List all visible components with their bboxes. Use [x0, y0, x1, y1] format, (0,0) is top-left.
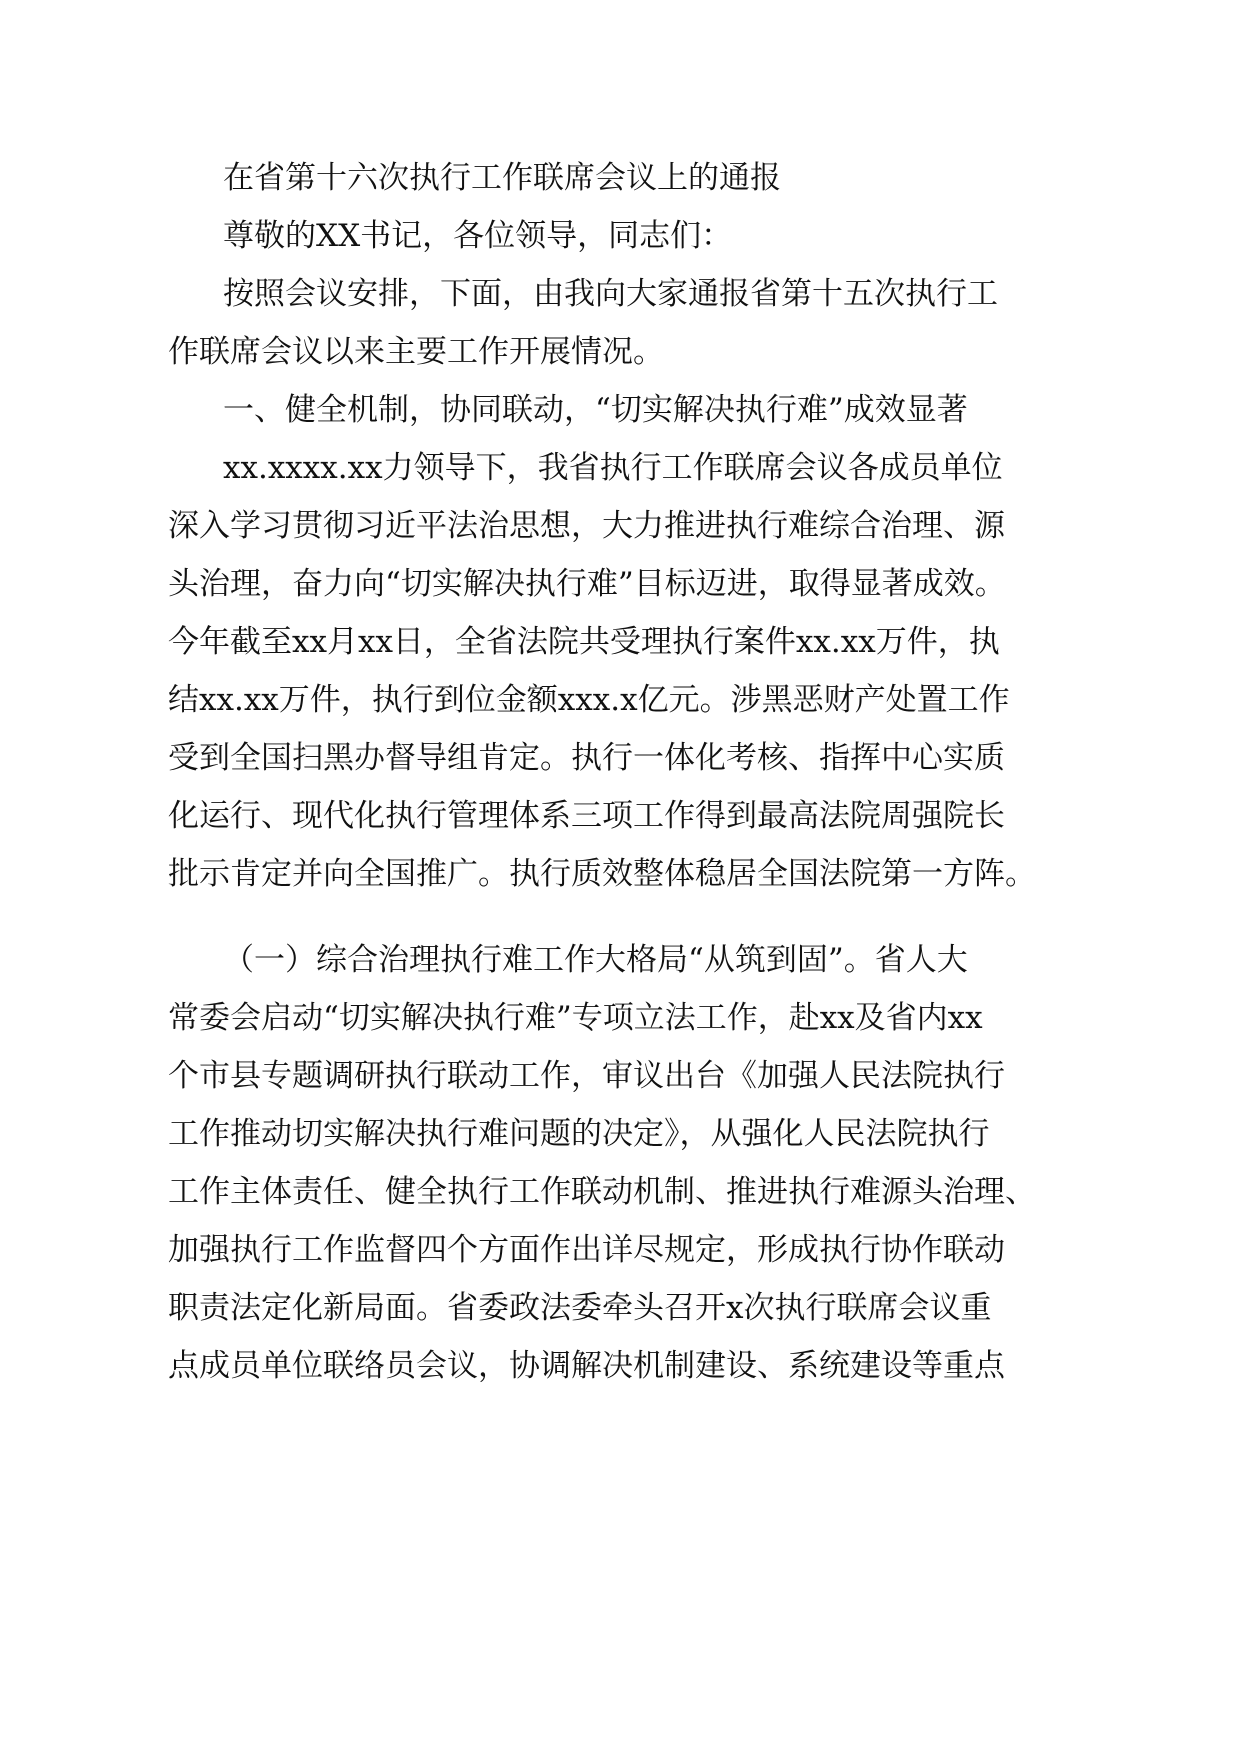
salutation: 尊敬的XX书记，各位领导，同志们： [223, 218, 733, 254]
body-line: 深入学习贯彻习近平法治思想，大力推进执行难综合治理、源 [168, 508, 1005, 544]
body-line: 受到全国扫黑办督导组肯定。执行一体化考核、指挥中心实质 [168, 740, 1005, 776]
body-line: 工作主体责任、健全执行工作联动机制、推进执行难源头治理、 [168, 1174, 1036, 1210]
body-line: 职责法定化新局面。省委政法委牵头召开x次执行联席会议重 [168, 1290, 992, 1326]
body-line: 作联席会议以来主要工作开展情况。 [168, 334, 664, 370]
document-title: 在省第十六次执行工作联席会议上的通报 [223, 160, 781, 196]
body-line: 加强执行工作监督四个方面作出详尽规定，形成执行协作联动 [168, 1232, 1005, 1268]
body-line: 今年截至xx月xx日，全省法院共受理执行案件xx.xx万件，执 [168, 624, 1000, 660]
body-line: 点成员单位联络员会议，协调解决机制建设、系统建设等重点 [168, 1348, 1005, 1384]
section-heading: 一、健全机制，协同联动，“切实解决执行难”成效显著 [223, 392, 968, 428]
body-line: 常委会启动“切实解决执行难”专项立法工作，赴xx及省内xx [168, 1000, 983, 1036]
body-line: 头治理，奋力向“切实解决执行难”目标迈进，取得显著成效。 [168, 566, 1006, 602]
body-line: 个市县专题调研执行联动工作，审议出台《加强人民法院执行 [168, 1058, 1005, 1094]
body-line: 化运行、现代化执行管理体系三项工作得到最高法院周强院长 [168, 798, 1005, 834]
body-line: 按照会议安排，下面，由我向大家通报省第十五次执行工 [223, 276, 998, 312]
subsection-heading: （一）综合治理执行难工作大格局“从筑到固”。省人大 [223, 942, 968, 978]
body-line: 结xx.xx万件，执行到位金额xxx.x亿元。涉黑恶财产处置工作 [168, 682, 1010, 718]
body-line: 工作推动切实解决执行难问题的决定》，从强化人民法院执行 [168, 1116, 990, 1152]
body-line: 批示肯定并向全国推广。执行质效整体稳居全国法院第一方阵。 [168, 856, 1036, 892]
body-line: xx.xxxx.xx力领导下，我省执行工作联席会议各成员单位 [223, 450, 1003, 486]
